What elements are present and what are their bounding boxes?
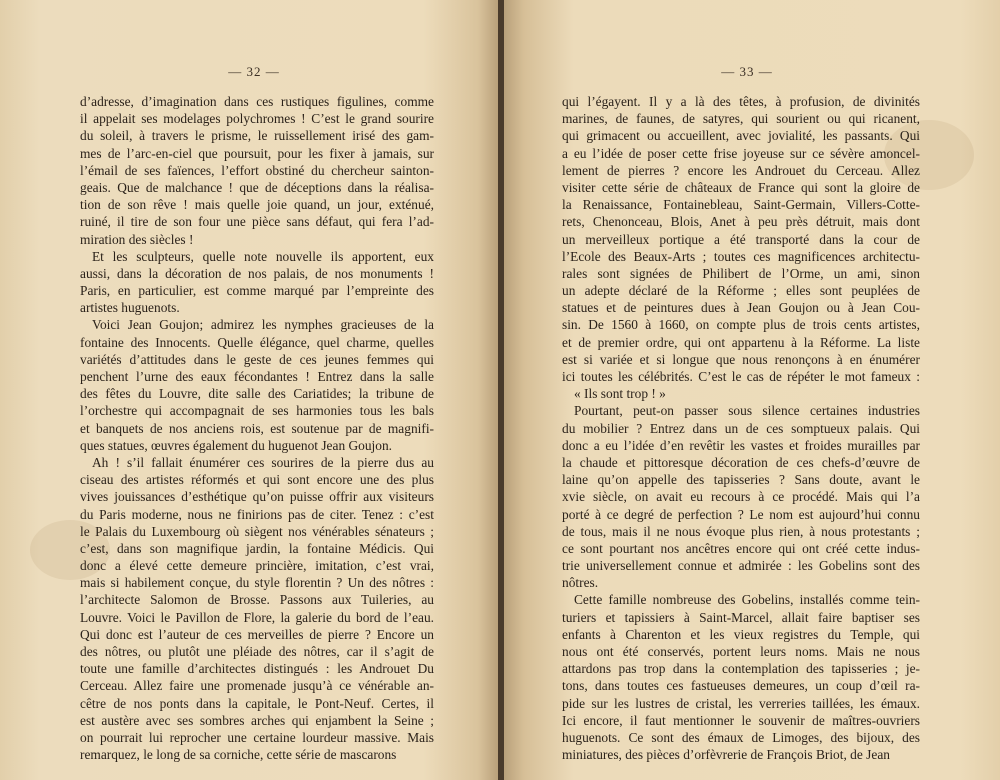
text-line: toute une famille d’architectes distingués : les Androuet Du xyxy=(80,661,434,677)
text-line: artistes huguenots. xyxy=(80,300,180,316)
text-line: de tous, mais il ne nous évoque plus rien, à nous protestants ; xyxy=(562,523,920,539)
text-line: penchent l’urne des eaux fécondantes ! Entrez dans la salle xyxy=(80,369,434,384)
page-number: — 32 — xyxy=(228,64,280,79)
text-line: Paris, en particulier, est comme marqué par l’empreinte des xyxy=(80,283,434,299)
text-line: un merveilleux portique a été transporté dans la cour de xyxy=(562,231,920,247)
text-line: enfants à Charenton et les vieux registres du Temple, qui xyxy=(562,626,920,642)
text-line: vives jouissances d’esthétique qu’on puisse offrir aux visiteurs xyxy=(80,489,434,505)
text-line: ce sont pourtant nos ancêtres encore qui ont créé cette indus- xyxy=(562,540,920,556)
text-line: mes de l’arc-en-ciel que poursuit, pour les fixer à jamais, sur xyxy=(80,145,434,161)
text-line: Ah ! s’il fallait énumérer ces sourires de la pierre dus au xyxy=(92,454,434,470)
text-line: et banquets de nos anciens rois, est soutenue par de magnifi- xyxy=(80,420,434,436)
text-line: Louvre. Voici le Pavillon de Flore, la galerie du bord de l’eau. xyxy=(80,609,434,625)
text-line: des fêtes du Louvre, dite salle des Cariatides; la tribune de xyxy=(80,386,434,402)
text-line: miration des siècles ! xyxy=(80,231,194,247)
text-line: rales sont signées de Philibert de l’Orme, un ami, sinon xyxy=(562,265,920,281)
text-line: on pourrait lui reprocher une certaine lourdeur massive. Mais xyxy=(80,729,434,745)
text-line: qui l’égayent. Il y a là des têtes, à profusion, de divinités xyxy=(562,94,920,109)
text-line: porté à ce degré de perfection ? Le nom est aujourd’hui connu xyxy=(562,506,920,522)
text-line: l’architecte Salomon de Brosse. Passons aux Tuileries, au xyxy=(80,592,434,608)
text-line: nous ont été conservés, portent leurs noms. Mais ne nous xyxy=(562,644,920,659)
text-line: est si variée et si longue que nous renonçons à en énumérer xyxy=(562,351,920,367)
text-line: d’adresse, d’imagination dans ces rustiques figulines, comme xyxy=(80,94,434,109)
text-line: donc a élevé cette demeure princière, imitation, c’est vrai, xyxy=(80,558,434,574)
text-line: pide sur les lustres de cristal, les verreries taillées, les émaux. xyxy=(562,695,920,711)
text-line: ici toutes les célébrités. C’est le cas de répéter le mot fameux : xyxy=(562,369,920,384)
text-line: lement de pierres ? encore les Androuet du Cerceau. Allez xyxy=(562,162,920,178)
text-line: le Palais du Luxembourg où siègent nos vénérables sénateurs ; xyxy=(80,523,434,539)
text-line: l’émail de ses faïences, l’effort obstiné du chercheur sainton- xyxy=(80,162,434,178)
text-line: Pourtant, peut-on passer sous silence certaines industries xyxy=(574,403,920,419)
text-line: et de premier ordre, qui ont appartenu à la Réforme. La liste xyxy=(562,334,920,350)
text-line: donc a eu l’idée d’en revêtir les vastes et froides murailles par xyxy=(562,437,920,453)
text-line: marines, de faunes, de satyres, qui sourient ou qui ricanent, xyxy=(562,111,920,127)
text-line: l’orchestre qui accompagnait de ses harmonies tous les bals xyxy=(80,403,434,419)
text-line: du mobilier ? Entrez dans un de ces somptueux palais. Qui xyxy=(562,420,920,436)
text-line: qui grimacent ou accueillent, avec jovialité, les passants. Qui xyxy=(562,128,920,144)
text-line: Ici encore, il faut mentionner le souvenir de maîtres-ouvriers xyxy=(562,712,920,728)
text-line: laine qu’on appelle des tapisseries ? Sans doute, avant le xyxy=(562,472,920,488)
left-page xyxy=(0,0,498,780)
text-line: sin. De 1560 à 1660, on compte plus de trois cents artistes, xyxy=(562,317,920,333)
text-line: du Paris moderne, nous ne finirions pas de citer. Tenez : c’est xyxy=(80,506,434,522)
text-line: Qui donc est l’auteur de ces merveilles de pierre ? Encore un xyxy=(80,626,434,642)
text-line: mais si habilement conçue, du style florentin ? Un des nôtres : xyxy=(80,575,434,591)
text-line: turiers et tapissiers à Saint-Marcel, allait faire baptiser ses xyxy=(562,609,920,625)
page-number: — 33 — xyxy=(721,64,773,79)
text-line: trie universellement connue et admirée : les Gobelins sont des xyxy=(562,558,920,574)
text-line: l’Ecole des Beaux-Arts ; toutes ces magnificences architectu- xyxy=(562,248,920,264)
text-line: ques statues, œuvres également du huguenot Jean Goujon. xyxy=(80,437,393,453)
text-line: visiter cette série de châteaux de France qui sont la gloire de xyxy=(562,179,920,195)
text-line: ruiné, il tire de son four une pièce sans défaut, qui fera l’ad- xyxy=(80,214,434,230)
text-line: xvie siècle, on avait eu recours à ce procédé. Mais qui l’a xyxy=(562,489,920,505)
text-line: attardons pas trop dans la contemplation des tapisseries ; je- xyxy=(562,661,920,677)
text-line: un adepte déclaré de la Réforme ; elles sont peuplées de xyxy=(562,283,920,299)
text-line: geais. Que de malchance ! que de déceptions dans la réalisa- xyxy=(80,179,434,195)
text-line: miniatures, des pièces d’orfèvrerie de François Briot, de Jean xyxy=(562,747,890,763)
text-line: a eu l’idée de poser cette frise joyeuse sur ce sévère amoncel- xyxy=(562,145,920,161)
page-text xyxy=(562,93,920,763)
text-line: Et les sculpteurs, quelle note nouvelle ils apportent, eux xyxy=(92,248,434,264)
text-line: aussi, dans la décoration de nos palais, de nos monuments ! xyxy=(80,265,434,281)
text-line: la Renaissance, Fontainebleau, Saint-Germain, Villers-Cotte- xyxy=(562,197,920,213)
text-line: Cerceau. Allez faire une promenade jusqu’à ce vénérable an- xyxy=(80,678,434,694)
text-line: Voici Jean Goujon; admirez les nymphes gracieuses de la xyxy=(92,317,434,333)
text-line: remarquez, le long de sa corniche, cette série de mascarons xyxy=(80,747,397,763)
text-line: la chaude et pittoresque décoration de ces chefs-d’œuvre de xyxy=(562,454,920,470)
text-line: rets, Chenonceau, Blois, Anet à peu près détruit, mais dont xyxy=(562,214,920,230)
text-line: tons, dans toutes ces fastueuses demeures, un coup d’œil ra- xyxy=(562,678,920,694)
text-line: du soleil, à travers le prisme, le ruissellement irisé des gam- xyxy=(80,128,434,144)
right-page xyxy=(504,0,1000,780)
text-line: est austère avec ses sombres arches qui enjambent la Seine ; xyxy=(80,712,434,728)
text-line: variétés d’attitudes dans le geste de ces jeunes femmes qui xyxy=(80,351,434,367)
text-line: cêtre de nos ponts dans la capitale, le Pont-Neuf. Certes, il xyxy=(80,695,434,711)
text-line: des nôtres, ou plutôt une pléiade des nôtres, car il s’agit de xyxy=(80,644,434,659)
text-line: huguenots. Ce sont des émaux de Limoges, des bijoux, des xyxy=(562,729,920,745)
text-line: statues et de peintures dues à Jean Goujon ou à Jean Cou- xyxy=(562,300,920,316)
text-line: c’est, dans son magnifique jardin, la fontaine Médicis. Qui xyxy=(80,540,434,556)
text-line: ciseau des artistes réformés et qui sont encore une des plus xyxy=(80,472,434,488)
page-text xyxy=(80,93,434,763)
text-line: « Ils sont trop ! » xyxy=(574,386,666,402)
text-line: nôtres. xyxy=(562,575,599,591)
text-line: fontaine des Innocents. Quelle élégance, quel charme, quelles xyxy=(80,334,434,350)
text-line: tion de son rêve ! mais quelle joie quand, un jour, exténué, xyxy=(80,197,434,213)
text-line: Cette famille nombreuse des Gobelins, installés comme tein- xyxy=(574,592,920,608)
text-line: il appelait ses modelages polychromes ! C’est le grand sourire xyxy=(80,111,434,127)
